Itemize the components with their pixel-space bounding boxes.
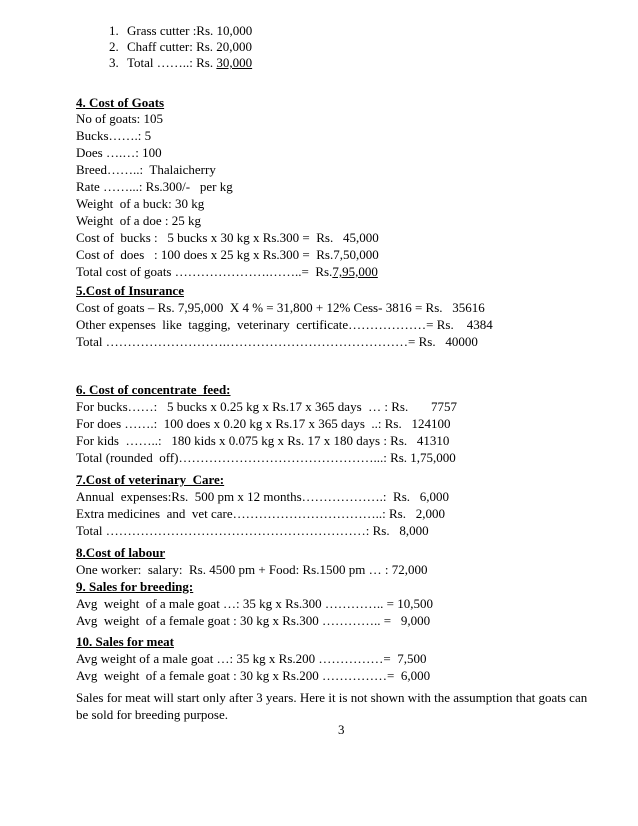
- goats-line: Weight of a doe : 25 kg: [76, 213, 201, 228]
- goats-line: Does ….…: 100: [76, 145, 162, 160]
- note-paragraph: Sales for meat will start only after 3 years. Here it is not shown with the assumption that goats can be sold for breeding purpose.: [76, 690, 588, 722]
- list-number: 2.: [109, 39, 119, 54]
- goats-line: Cost of does : 100 does x 25 kg x Rs.300 = Rs.7,50,000: [76, 247, 379, 262]
- section-heading-feed: 6. Cost of concentrate feed:: [76, 382, 231, 397]
- section-heading-vet: 7.Cost of veterinary Care:: [76, 472, 225, 487]
- feed-line: Total (rounded off)………………………………………...: Rs. 1,75,000: [76, 450, 456, 465]
- vet-line: Annual expenses:Rs. 500 pm x 12 months……………….: Rs. 6,000: [76, 489, 450, 504]
- breeding-line: Avg weight of a female goat : 30 kg x Rs.300 ………….. = 9,000: [76, 613, 431, 628]
- section-heading-breeding: 9. Sales for breeding:: [76, 579, 194, 594]
- meat-line: Avg weight of a male goat …: 35 kg x Rs.200 ……………= 7,500: [76, 651, 427, 666]
- feed-line: For kids ……..: 180 kids x 0.075 kg x Rs. 17 x 180 days : Rs. 41310: [76, 433, 450, 448]
- labour-line: One worker: salary: Rs. 4500 pm + Food: Rs.1500 pm … : 72,000: [76, 562, 428, 577]
- section-heading-goats: 4. Cost of Goats: [76, 95, 165, 110]
- insurance-line: Cost of goats – Rs. 7,95,000 X 4 % = 31,800 + 12% Cess- 3816 = Rs. 35616: [76, 300, 485, 315]
- section-heading-insurance: 5.Cost of Insurance: [76, 283, 184, 298]
- vet-line: Total ……………………………………………………: Rs. 8,000: [76, 523, 429, 538]
- list-text: Chaff cutter: Rs. 20,000: [127, 39, 253, 54]
- goats-line: Breed……..: Thalaicherry: [76, 162, 216, 177]
- total-value: 30,000: [216, 55, 253, 70]
- list-text: Total ……..: Rs.: [127, 55, 217, 70]
- section-heading-labour: 8.Cost of labour: [76, 545, 166, 560]
- list-number: 3.: [109, 55, 119, 70]
- breeding-line: Avg weight of a male goat …: 35 kg x Rs.300 ………….. = 10,500: [76, 596, 433, 611]
- section-heading-meat: 10. Sales for meat: [76, 634, 174, 649]
- goats-line: Weight of a buck: 30 kg: [76, 196, 205, 211]
- goats-line: Cost of bucks : 5 bucks x 30 kg x Rs.300 = Rs. 45,000: [76, 230, 379, 245]
- goats-total-value: 7,95,000: [332, 264, 378, 279]
- feed-line: For does …….: 100 does x 0.20 kg x Rs.17 x 365 days ..: Rs. 124100: [76, 416, 451, 431]
- vet-line: Extra medicines and vet care……………………………..: Rs. 2,000: [76, 506, 445, 521]
- page-number: 3: [338, 722, 345, 737]
- feed-line: For bucks……: 5 bucks x 0.25 kg x Rs.17 x 365 days … : Rs. 7757: [76, 399, 457, 414]
- goats-line: Bucks…….: 5: [76, 128, 152, 143]
- goats-line: No of goats: 105: [76, 111, 164, 126]
- meat-line: Avg weight of a female goat : 30 kg x Rs.200 ……………= 6,000: [76, 668, 431, 683]
- insurance-line: Other expenses like tagging, veterinary certificate………………= Rs. 4384: [76, 317, 493, 332]
- goats-line: Rate ……...: Rs.300/- per kg: [76, 179, 233, 194]
- list-text: Grass cutter :Rs. 10,000: [127, 23, 253, 38]
- goats-total-label: Total cost of goats ………………….……..= Rs.: [76, 264, 333, 279]
- insurance-line: Total ……………………….……………………………………= Rs. 40000: [76, 334, 478, 349]
- goats-total: [76, 263, 378, 280]
- list-number: 1.: [109, 23, 119, 38]
- list-item: [96, 39, 252, 87]
